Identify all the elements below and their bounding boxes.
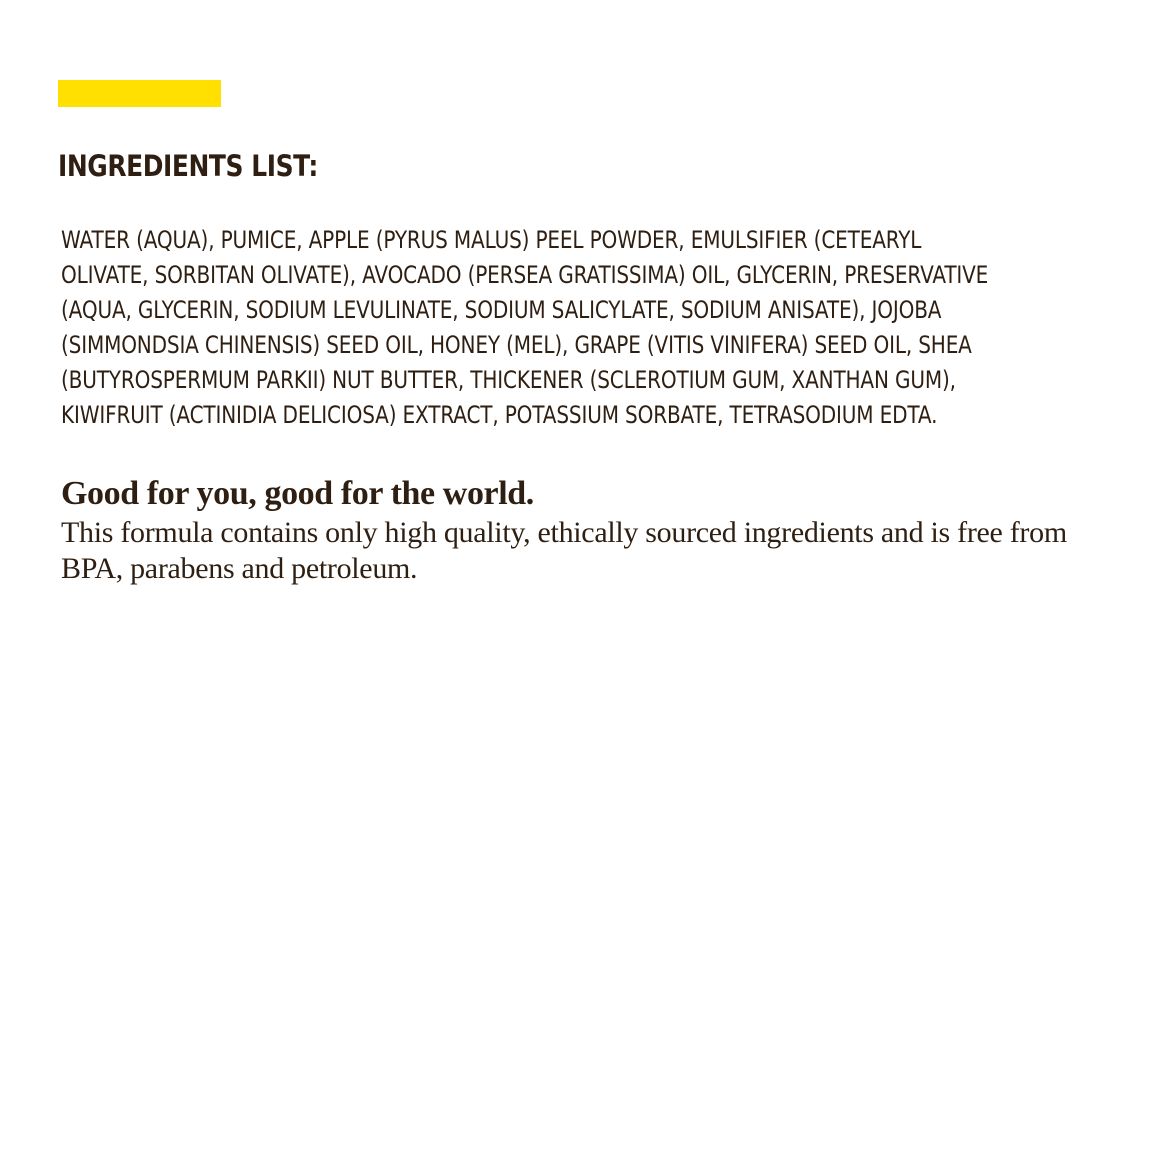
description-line: This formula contains only high quality, ethically sourced ingredients and is free from	[61, 516, 1067, 549]
formula-description	[61, 515, 1121, 587]
description-line: BPA, parabens and petroleum.	[61, 552, 418, 585]
ingredients-line: KIWIFRUIT (ACTINIDIA DELICIOSA) EXTRACT, POTASSIUM SORBATE, TETRASODIUM EDTA.	[61, 401, 938, 429]
ingredients-line: (AQUA, GLYCERIN, SODIUM LEVULINATE, SODIUM SALICYLATE, SODIUM ANISATE), JOJOBA	[61, 296, 942, 324]
accent-bar	[58, 80, 221, 107]
ingredients-line: OLIVATE, SORBITAN OLIVATE), AVOCADO (PERSEA GRATISSIMA) OIL, GLYCERIN, PRESERVATIVE	[61, 261, 989, 289]
ingredients-line: WATER (AQUA), PUMICE, APPLE (PYRUS MALUS) PEEL POWDER, EMULSIFIER (CETEARYL	[61, 226, 922, 254]
ingredients-heading: INGREDIENTS LIST:	[58, 149, 318, 183]
ingredients-list	[61, 223, 1080, 433]
ingredients-line: (BUTYROSPERMUM PARKII) NUT BUTTER, THICKENER (SCLEROTIUM GUM, XANTHAN GUM),	[61, 366, 956, 394]
tagline: Good for you, good for the world.	[61, 475, 534, 512]
ingredients-line: (SIMMONDSIA CHINENSIS) SEED OIL, HONEY (MEL), GRAPE (VITIS VINIFERA) SEED OIL, SHEA	[61, 331, 972, 359]
